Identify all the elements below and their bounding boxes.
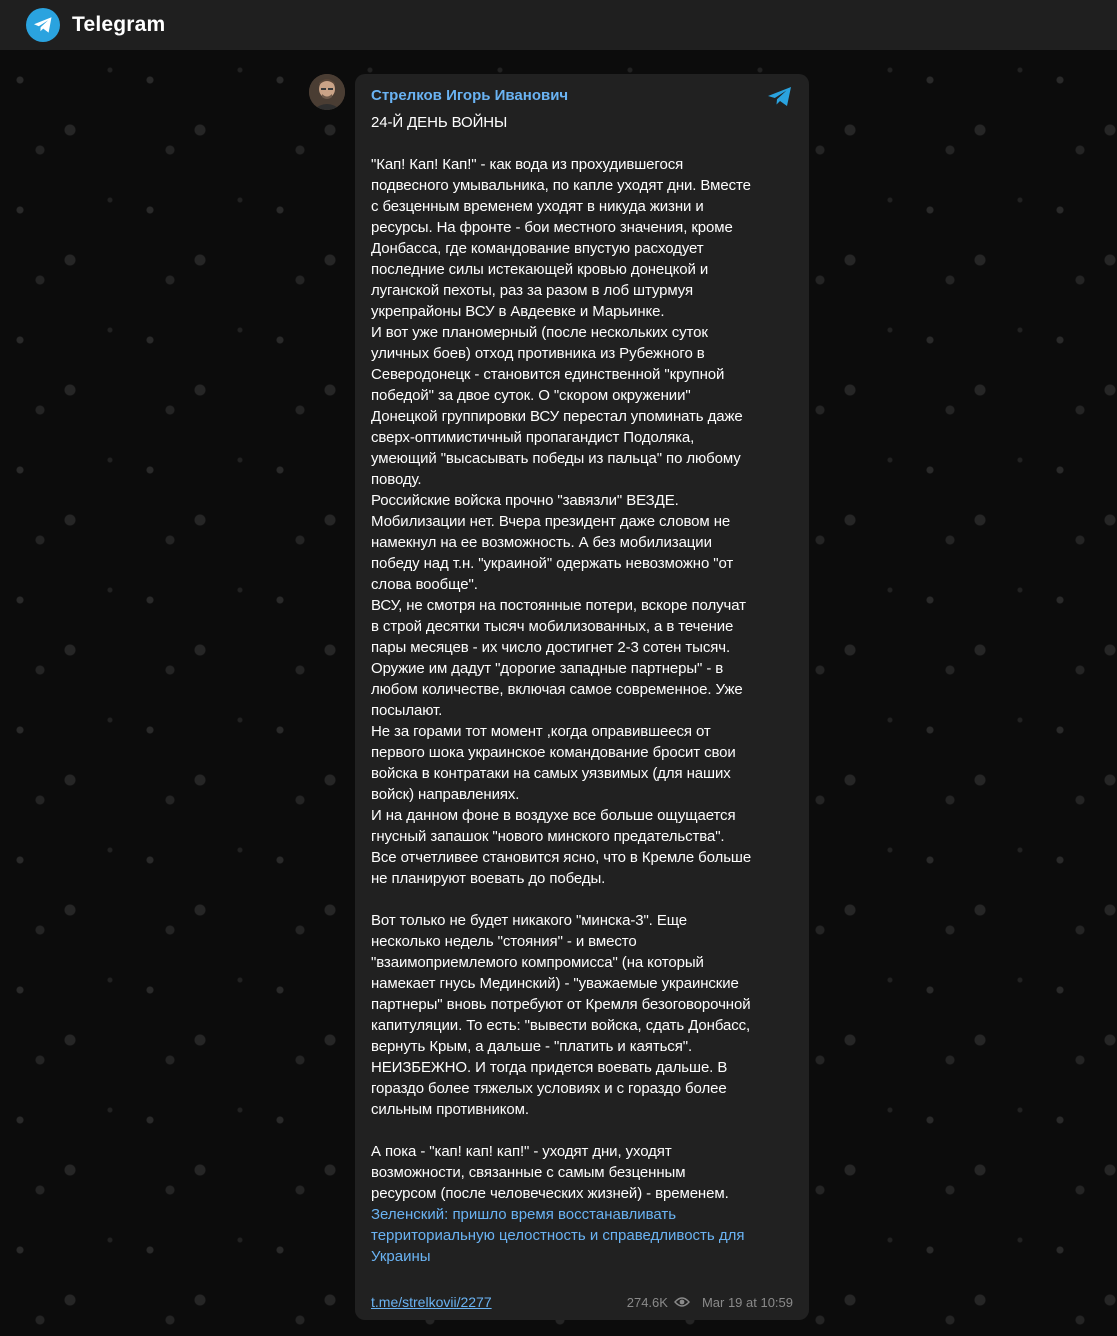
avatar[interactable] [309, 74, 345, 110]
eye-icon [674, 1296, 690, 1308]
app-title: Telegram [72, 13, 166, 36]
post-body: 24-Й ДЕНЬ ВОЙНЫ "Кап! Кап! Кап!" - как вода из прохудившегося подвесного умывальника, по капле уходят дни. Вместе с безценным временем уходят в никуда жизни и ресурсы. На фронте - бои местного значения, кроме Донбасса, где командование впустую расходует последние силы истекающей кровью донецкой и луганской пехоты, раз за разом в лоб штурмуя укрепрайоны ВСУ в Авдеевке и Марьинке. И вот уже планомерный (после нескольких суток уличных боев) отход противника из Рубежного в Северодонецк - становится единственной "крупной победой" за двое суток. О "скором окружении" Донецкой группировки ВСУ перестал упоминать даже сверх-оптимистичный пропагандист Подоляка, умеющий "высасывать победы из пальца" по любому поводу. Российские войска прочно "завязли" ВЕЗДЕ. Мобилизации нет. Вчера президент даже словом не намекнул на ее возможность. А без мобилизации победу над т.н. "украиной" одержать невозможно "от слова вообще". ВСУ, не смотря на постоянные потери, вскоре получат в строй десятки тысяч мобилизованных, а в течение пары месяцев - их число достигнет 2-3 сотен тысяч. Оружие им дадут "дорогие западные партнеры" - в любом количестве, включая самое современное. Уже посылают. Не за горами тот момент ,когда оправившееся от первого шока украинское командование бросит свои войска в контратаки на самых уязвимых (для наших войск) направлениях. И на данном фоне в воздухе все больше ощущается гнусный запашок "нового минского предательства". Все отчетливее становится ясно, что в Кремле больше не планируют воевать до победы. Вот только не будет никакого "минска-3". Еще несколько недель "стояния" - и вместо "взаимоприемлемого компромисса" (на который намекает гнусь Мединский) - "уважаемые украинские партнеры" вновь потребуют от Кремля безоговорочной капитуляции. То есть: "вывести войска, сдать Донбасс, вернуть Крым, а дальше - "платить и каяться". НЕИЗБЕЖНО. И тогда придется воевать дальше. В гораздо более тяжелых условиях и с гораздо более сильным противником. А пока - "кап! кап! кап!" - уходят дни, уходят возможности, связанные с самым безценным ресурсом (после человеческих жизней) - временем. [371, 114, 752, 1202]
app-titlebar [0, 0, 1117, 50]
post-url-link[interactable]: t.me/strelkovii/2277 [371, 1294, 492, 1310]
article-link[interactable]: Зеленский: пришло время восстанавливать территориальную целостность и справедливость для Украины [371, 1206, 745, 1265]
timestamp: Mar 19 at 10:59 [701, 1294, 793, 1310]
message-footer [371, 1294, 793, 1310]
telegram-plane-icon[interactable] [767, 86, 793, 108]
message-card [355, 74, 809, 1320]
post-author[interactable]: Стрелков Игорь Иванович [371, 87, 569, 104]
view-count: 274.6K [626, 1294, 668, 1310]
telegram-logo-icon [26, 8, 60, 42]
